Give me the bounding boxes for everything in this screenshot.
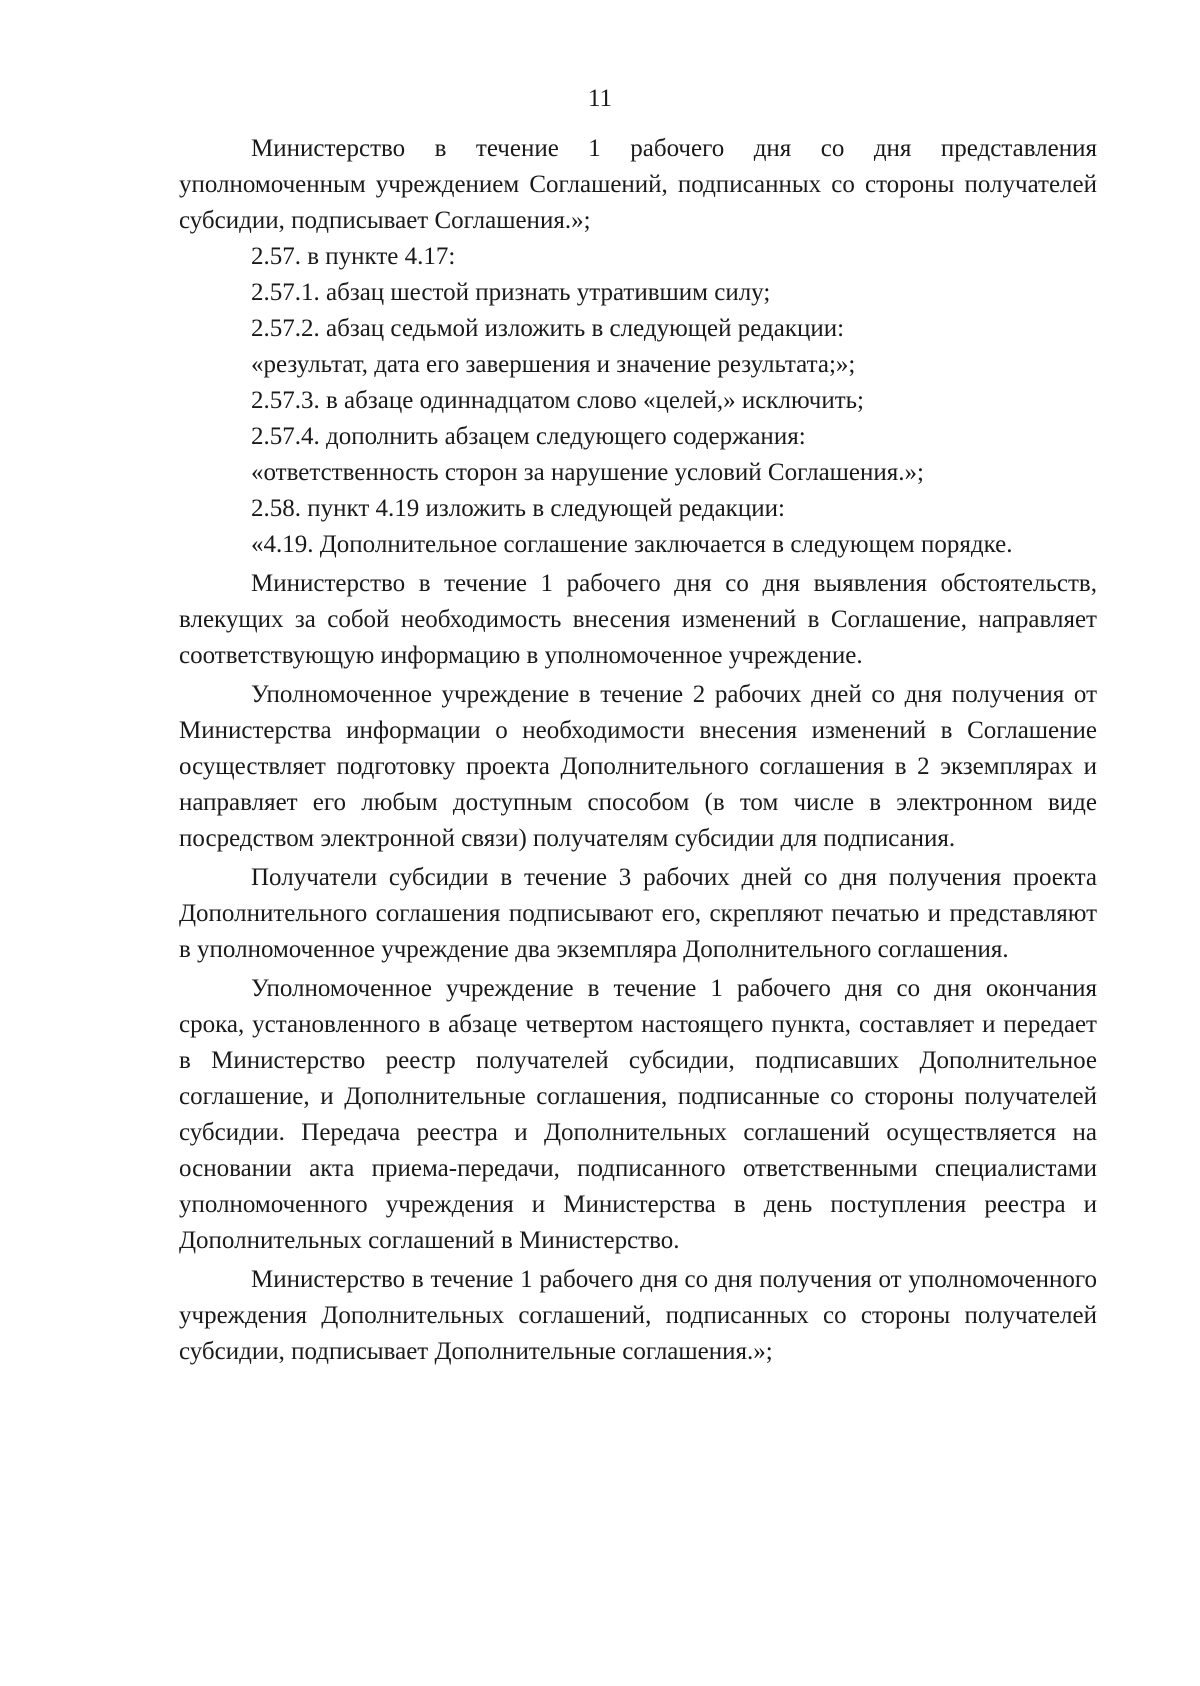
paragraph: 2.57.1. абзац шестой признать утратившим силу; <box>251 279 771 306</box>
paragraph: 2.57.2. абзац седьмой изложить в следующей редакции: <box>251 315 845 342</box>
document-body <box>179 131 1097 1370</box>
paragraph: «ответственность сторон за нарушение условий Соглашения.»; <box>251 459 924 486</box>
paragraph: Уполномоченное учреждение в течение 1 рабочего дня со дня окончания срока, установленного в абзаце четвертом настоящего пункта, составляет и передает в Министерство реестр получателей субсидии, подписавших Дополнительное соглашение, и Дополнительные соглашения, подписанные со стороны получателей субсидии. Передача реестра и Дополнительных соглашений осуществляется на основании акта приема-передачи, подписанного ответственными специалистами уполномоченного учреждения и Министерства в день поступления реестра и Дополнительных соглашений в Министерство. <box>179 975 1097 1254</box>
paragraph: «результат, дата его завершения и значение результата;»; <box>251 351 856 378</box>
paragraph: 2.57.3. в абзаце одиннадцатом слово «целей,» исключить; <box>251 387 864 414</box>
paragraph: Министерство в течение 1 рабочего дня со дня представления уполномоченным учреждением Соглашений, подписанных со стороны получателей субсидии, подписывает Соглашения.»; <box>179 135 1097 234</box>
paragraph: 2.57.4. дополнить абзацем следующего содержания: <box>251 423 806 450</box>
paragraph: Министерство в течение 1 рабочего дня со дня получения от уполномоченного учреждения Дополнительных соглашений, подписанных со стороны получателей субсидии, подписывает Дополнительные соглашения.»; <box>179 1266 1097 1365</box>
page-number: 11 <box>587 85 613 112</box>
paragraph: 2.58. пункт 4.19 изложить в следующей редакции: <box>251 495 785 522</box>
paragraph: Уполномоченное учреждение в течение 2 рабочих дней со дня получения от Министерства информации о необходимости внесения изменений в Соглашение осуществляет подготовку проекта Дополнительного соглашения в 2 экземплярах и направляет его любым доступным способом (в том числе в электронном виде посредством электронной связи) получателям субсидии для подписания. <box>179 681 1097 852</box>
paragraph: 2.57. в пункте 4.17: <box>251 243 456 270</box>
paragraph: «4.19. Дополнительное соглашение заключается в следующем порядке. <box>251 531 1013 558</box>
paragraph: Получатели субсидии в течение 3 рабочих дней со дня получения проекта Дополнительного соглашения подписывают его, скрепляют печатью и представляют в уполномоченное учреждение два экземпляра Дополнительного соглашения. <box>179 864 1097 963</box>
paragraph: Министерство в течение 1 рабочего дня со дня выявления обстоятельств, влекущих за собой необходимость внесения изменений в Соглашение, направляет соответствующую информацию в уполномоченное учреждение. <box>179 570 1097 669</box>
